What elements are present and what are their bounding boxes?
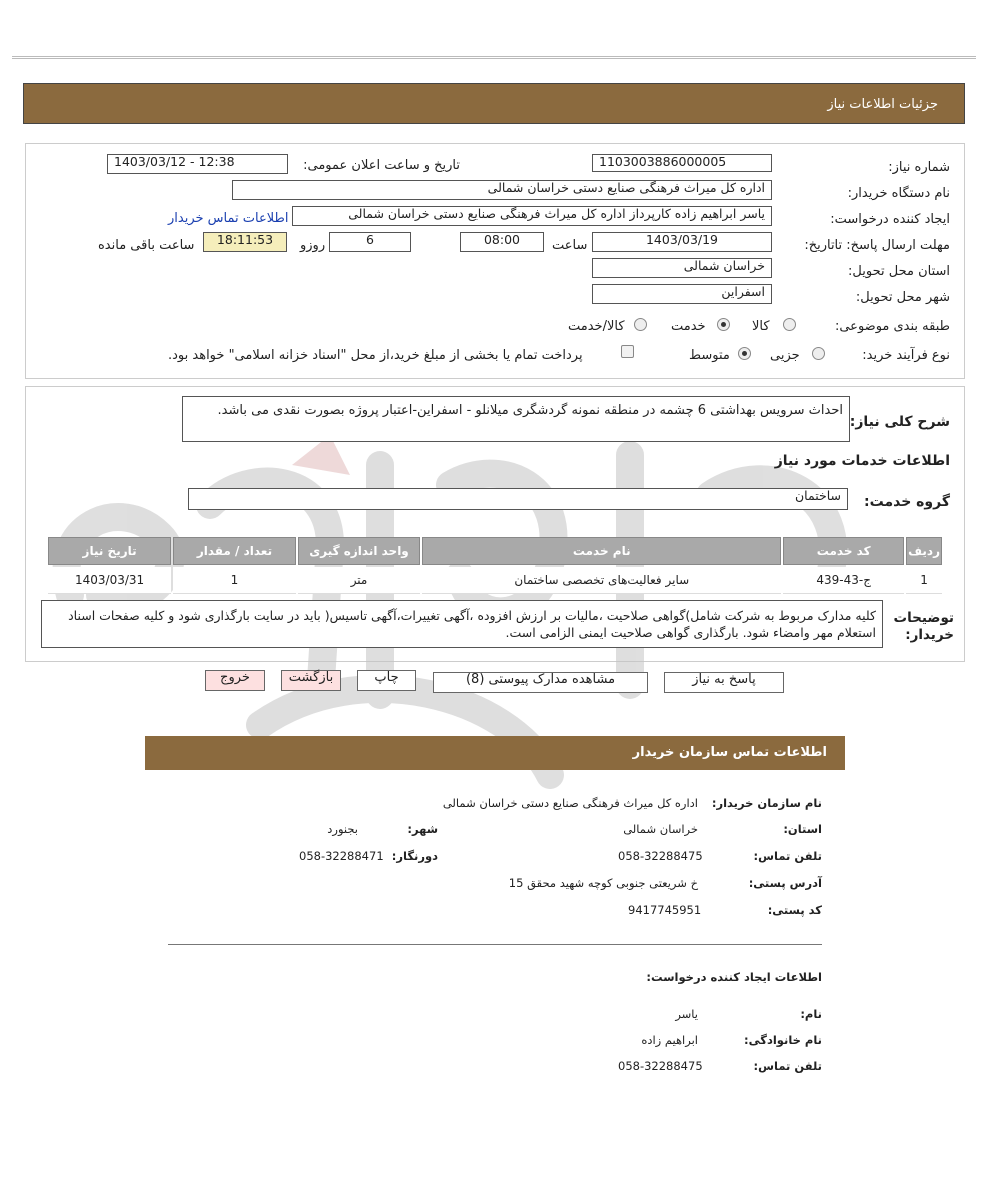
treasury-payment-checkbox[interactable] [621,345,634,358]
reply-button[interactable]: پاسخ به نیاز [664,672,784,693]
contact-city-label: شهر: [407,822,438,836]
need-info-panel [25,143,965,379]
col-unit: واحد اندازه گیری [298,537,421,565]
cell-quantity: 1 [173,567,296,594]
buyer-notes-field: کلیه مدارک مربوط به شرکت شامل)گواهی صلاحیت ،مالیات بر ارزش افزوده ،آگهی تغییرات،آگهی تاسیس( باید در سایت بارگذاری شود و کلیه صفحات اسناد استعلام مهر وامضاء شود. بارگذاری گواهی صلاحیت ایمنی الزامی است. [41,600,883,648]
creator-phone-label: تلفن تماس: [753,1059,822,1073]
print-button[interactable]: چاپ [357,670,416,691]
attachments-button[interactable]: مشاهده مدارک پیوستی (8) [433,672,648,693]
col-need-date: تاریخ نیاز [48,537,171,565]
deadline-time-label: ساعت [552,238,588,253]
page-title: جزئیات اطلاعات نیاز [827,97,938,112]
creator-last-name: ابراهیم زاده [641,1033,698,1047]
buyer-org-field: اداره کل میراث فرهنگی صنایع دستی خراسان شمالی [232,180,772,200]
col-service-name: نام خدمت [422,537,781,565]
contact-org-label: نام سازمان خریدار: [711,796,822,810]
announce-label: تاریخ و ساعت اعلان عمومی: [303,158,460,173]
process-option-medium: متوسط [689,348,730,363]
buyer-org-label: نام دستگاه خریدار: [847,186,950,201]
creator-last-name-label: نام خانوادگی: [744,1033,822,1047]
days-field: 6 [329,232,411,252]
category-option-both: کالا/خدمت [568,319,625,334]
need-number-field: 1103003886000005 [592,154,772,172]
city-field: اسفراین [592,284,772,304]
contact-fax-label: دورنگار: [391,849,438,863]
remaining-time-field: 18:11:53 [203,232,287,252]
cell-row: 1 [906,567,942,594]
category-option-goods: کالا [752,319,770,334]
contact-phone: 058-32288475 [618,849,703,863]
services-table [46,535,944,596]
service-group-field: ساختمان [188,488,848,510]
contact-divider [168,944,822,945]
need-number-label: شماره نیاز: [888,160,950,175]
city-label: شهر محل تحویل: [855,290,950,305]
province-field: خراسان شمالی [592,258,772,278]
col-code: کد خدمت [783,537,904,565]
exit-button[interactable]: خروج [205,670,265,691]
process-option-minor: جزیی [770,348,800,363]
col-quantity: تعداد / مقدار [173,537,296,565]
deadline-date-field: 1403/03/19 [592,232,772,252]
contact-province-label: استان: [783,822,822,836]
buyer-notes-label: توضیحات خریدار: [893,610,954,643]
buyer-contact-title: اطلاعات تماس سازمان خریدار [632,745,827,760]
creator-first-name: یاسر [675,1007,698,1021]
back-button[interactable]: بازگشت [281,670,341,691]
table-header-row [48,537,942,565]
creator-info-title: اطلاعات ایجاد کننده درخواست: [646,970,822,984]
deadline-label: مهلت ارسال پاسخ: تاتاریخ: [804,238,950,253]
cell-service-name: سایر فعالیت‌های تخصصی ساختمان [422,567,781,594]
category-radio-goods[interactable] [783,318,796,331]
summary-label: شرح کلی نیاز: [849,414,950,430]
province-label: استان محل تحویل: [848,264,950,279]
contact-postal: 9417745951 [628,903,702,917]
summary-field: احداث سرویس بهداشتی 6 چشمه در منطقه نمونه گردشگری میلانلو - اسفراین-اعتبار پروژه بصورت نقدی می باشد. [182,396,850,442]
page-header [23,83,965,124]
announce-field: 1403/03/12 - 12:38 [107,154,288,174]
services-title: اطلاعات خدمات مورد نیاز [774,453,950,469]
creator-first-name-label: نام: [800,1007,822,1021]
contact-province: خراسان شمالی [623,822,698,836]
contact-city: بجنورد [327,822,358,836]
days-label: روزو [300,238,326,253]
creator-field: یاسر ابراهیم زاده کارپرداز اداره کل میراث فرهنگی صنایع دستی خراسان شمالی [292,206,772,226]
process-label: نوع فرآیند خرید: [862,348,950,363]
top-separator [12,56,976,59]
service-group-label: گروه خدمت: [864,494,950,510]
payment-note: پرداخت تمام یا بخشی از مبلغ خرید،از محل "اسناد خزانه اسلامی" خواهد بود. [168,348,583,363]
contact-fax: 058-32288471 [299,849,384,863]
contact-org: اداره کل میراث فرهنگی صنایع دستی خراسان شمالی [442,796,698,810]
category-radio-both[interactable] [634,318,647,331]
contact-postal-label: کد پستی: [767,903,822,917]
col-row: ردیف [906,537,942,565]
category-label: طبقه بندی موضوعی: [834,319,950,334]
category-option-service: خدمت [671,319,706,334]
contact-address-label: آدرس پستی: [748,876,822,890]
remaining-label: ساعت باقی مانده [98,238,195,253]
process-radio-minor[interactable] [812,347,825,360]
buyer-contact-link[interactable]: اطلاعات تماس خریدار [168,211,289,226]
table-row [48,567,942,594]
creator-phone: 058-32288475 [618,1059,703,1073]
cell-need-date: 1403/03/31 [48,567,171,594]
creator-label: ایجاد کننده درخواست: [830,212,950,227]
process-radio-medium[interactable] [738,347,751,360]
deadline-time-field: 08:00 [460,232,544,252]
cell-code: ج-43-439 [783,567,904,594]
contact-phone-label: تلفن تماس: [753,849,822,863]
category-radio-service[interactable] [717,318,730,331]
cell-unit: متر [298,567,421,594]
buyer-contact-header [145,736,845,770]
contact-address: خ شریعتی جنوبی کوچه شهید محقق 15 [508,876,698,890]
